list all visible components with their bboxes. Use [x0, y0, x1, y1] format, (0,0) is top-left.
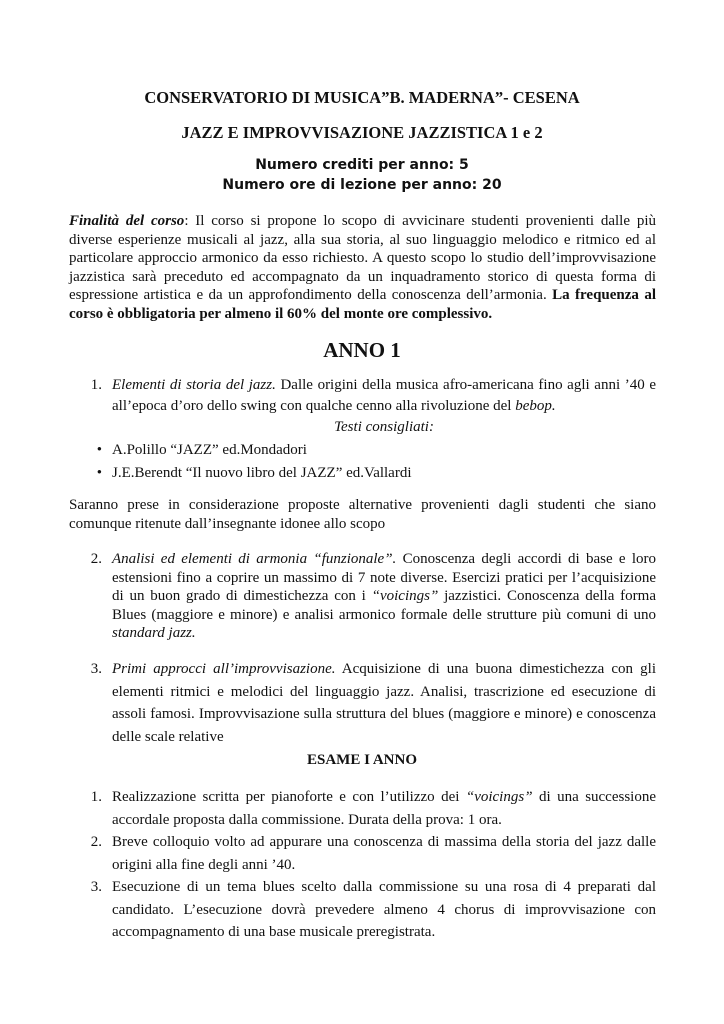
- esame-item: [69, 831, 656, 876]
- esame-item-text-cont: di una successione accordale proposta dalla commissione. Durata della prova: 1 ora.: [112, 789, 656, 828]
- esame-item-text: Breve colloquio volto ad appurare una conoscenza di massima della storia del jazz dalle origini alla fine degli anni ’40.: [112, 834, 656, 873]
- anno1-item-2: [69, 550, 656, 643]
- esame-item: [69, 786, 656, 831]
- alternative-note: Saranno prese in considerazione proposte alternative provenienti dagli studenti che siano comunque ritenute dall’insegnante idonee allo scopo: [69, 497, 656, 532]
- book-item: J.E.Berendt “Il nuovo libro del JAZZ” ed.Vallardi: [112, 465, 412, 481]
- list-number: 1.: [90, 789, 102, 805]
- voicings-term: “voicings”: [371, 588, 439, 604]
- course-title: JAZZ E IMPROVVISAZIONE JAZZISTICA 1 e 2: [181, 123, 543, 142]
- list-number: 3.: [90, 661, 102, 677]
- item-text-cont: jazzistici. Conoscenza della forma Blues (maggiore e minore) e analisi armonico formale delle strutture più comuni di uno: [112, 588, 656, 623]
- list-number: 2.: [90, 834, 102, 850]
- esame-item-text: Realizzazione scritta per pianoforte e con l’utilizzo dei: [112, 789, 466, 805]
- item-text: Conoscenza degli accordi di base e loro estensioni fino a coprire un massimo di 7 note diverse. Esercizi pratici per l’acquisizione di un buon grado di dimestichezza con i: [112, 551, 657, 604]
- institution-heading: CONSERVATORIO DI MUSICA”B. MADERNA”- CESENA: [144, 88, 580, 107]
- list-number: 1.: [90, 377, 102, 393]
- item-title: Elementi di storia del jazz.: [112, 377, 276, 393]
- esame-item: [69, 876, 656, 944]
- intro-bold-text: La frequenza al corso è obbligatoria per almeno il 60% del monte ore complessivo.: [69, 287, 656, 322]
- item-tail: bebop.: [515, 398, 556, 414]
- anno-1-heading: ANNO 1: [323, 338, 401, 362]
- bullet-icon: •: [96, 442, 102, 458]
- esame-item-text: Esecuzione di un tema blues scelto dalla commissione su una rosa di 4 preparati dal candidato. L’esecuzione dovrà prevedere almeno 4 chorus di improvvisazione con accompagnamento di una base musicale preregistrata.: [112, 879, 656, 940]
- standard-term: standard jazz.: [112, 625, 196, 641]
- intro-text: : Il corso si propone lo scopo di avvicinare studenti provenienti dalle più diverse esperienze musicali al jazz, alla sua storia, al suo linguaggio melodico e ritmico ed al particolare approccio armonico da esso richiesto. A questo scopo lo studio dell’improvvisazione jazzistica sarà preceduto ed accompagnato da un inquadramento storico di questa forma di espressione artistica e da un approfondimento della conoscenza dell’armonia.: [69, 213, 656, 303]
- list-number: 3.: [90, 879, 102, 895]
- item-title: Analisi ed elementi di armonia “funzionale”.: [112, 551, 397, 567]
- credits-line: Numero crediti per anno: 5: [255, 157, 469, 173]
- course-intro: [69, 212, 656, 323]
- bullet-icon: •: [96, 465, 102, 481]
- esame-list: [69, 786, 656, 944]
- anno1-item-1: [69, 375, 656, 484]
- item-title: Primi approcci all’improvvisazione.: [112, 661, 336, 677]
- books-heading: Testi consigliati:: [334, 419, 434, 435]
- intro-label: Finalità del corso: [69, 213, 185, 229]
- hours-line: Numero ore di lezione per anno: 20: [222, 177, 502, 193]
- item-text: Acquisizione di una buona dimestichezza con gli elementi ritmici e melodici del linguaggio jazz. Analisi, trascrizione ed esecuzione di assoli famosi. Improvvisazione sulla struttura del blues (maggiore e minore) e conoscenza delle scale relative: [112, 661, 657, 745]
- anno1-item-3: [69, 658, 656, 748]
- esame-heading: ESAME I ANNO: [306, 752, 418, 768]
- book-item: A.Polillo “JAZZ” ed.Mondadori: [112, 442, 307, 458]
- item-text: Dalle origini della musica afro-americana fino agli anni ’40 e all’epoca d’oro dello swing con qualche cenno alla rivoluzione del: [112, 377, 656, 414]
- voicings-term: “voicings”: [465, 789, 533, 805]
- list-number: 2.: [90, 551, 102, 567]
